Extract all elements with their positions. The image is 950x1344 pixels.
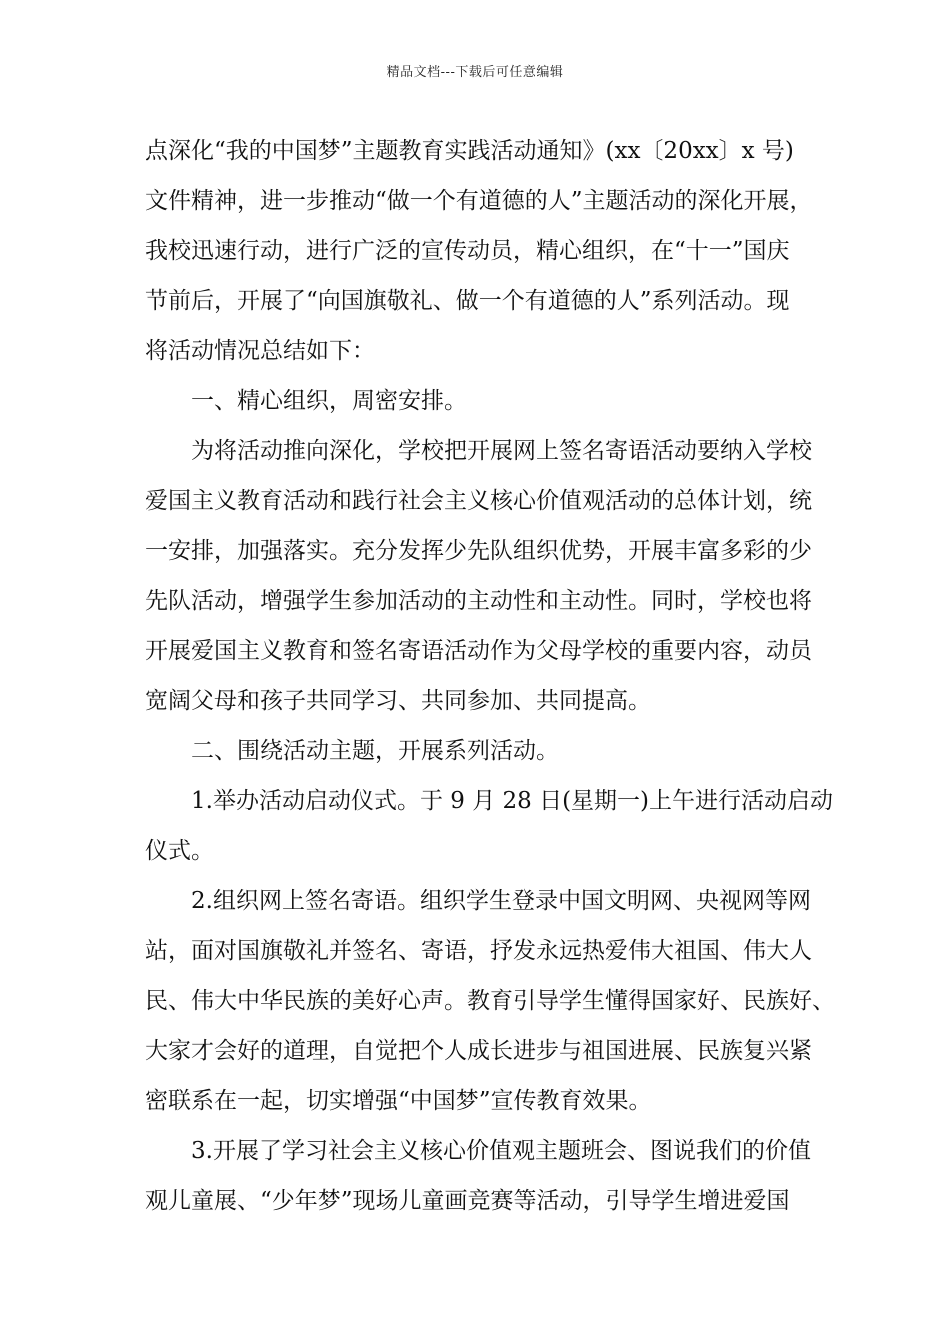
- paragraph-line: 先队活动，增强学生参加活动的主动性和主动性。同时，学校也将: [145, 588, 812, 614]
- paragraph-line: 3.开展了学习社会主义核心价值观主题班会、图说我们的价值: [191, 1138, 811, 1164]
- paragraph-line: 仪式。: [145, 838, 214, 864]
- section-heading: 一、精心组织，周密安排。: [191, 388, 467, 414]
- paragraph-line: 1.举办活动启动仪式。于 9 月 28 日(星期一)上午进行活动启动: [191, 788, 834, 814]
- paragraph-line: 文件精神，进一步推动“做一个有道德的人”主题活动的深化开展，: [145, 188, 813, 214]
- paragraph-line: 宽阔父母和孩子共同学习、共同参加、共同提高。: [145, 688, 651, 714]
- paragraph-line: 点深化“我的中国梦”主题教育实践活动通知》(xx〔20xx〕x 号): [145, 138, 794, 164]
- paragraph-line: 一安排，加强落实。充分发挥少先队组织优势，开展丰富多彩的少: [145, 538, 812, 564]
- paragraph-line: 民、伟大中华民族的美好心声。教育引导学生懂得国家好、民族好、: [145, 988, 835, 1014]
- paragraph-line: 我校迅速行动，进行广泛的宣传动员，精心组织，在“十一”国庆: [145, 238, 790, 264]
- paragraph-line: 大家才会好的道理，自觉把个人成长进步与祖国进展、民族复兴紧: [145, 1038, 812, 1064]
- paragraph-line: 爱国主义教育活动和践行社会主义核心价值观活动的总体计划，统: [145, 488, 812, 514]
- paragraph-line: 开展爱国主义教育和签名寄语活动作为父母学校的重要内容，动员: [145, 638, 812, 664]
- paragraph-line: 密联系在一起，切实增强“中国梦”宣传教育效果。: [145, 1088, 652, 1114]
- page-header: 精品文档---下载后可任意编辑: [386, 65, 564, 80]
- section-heading: 二、围绕活动主题，开展系列活动。: [191, 738, 559, 764]
- paragraph-line: 为将活动推向深化，学校把开展网上签名寄语活动要纳入学校: [191, 438, 812, 464]
- paragraph-line: 节前后，开展了“向国旗敬礼、做一个有道德的人”系列活动。现: [145, 288, 790, 314]
- paragraph-line: 将活动情况总结如下：: [145, 338, 375, 364]
- paragraph-line: 2.组织网上签名寄语。组织学生登录中国文明网、央视网等网: [191, 888, 811, 914]
- paragraph-line: 站，面对国旗敬礼并签名、寄语，抒发永远热爱伟大祖国、伟大人: [145, 938, 812, 964]
- paragraph-line: 观儿童展、“少年梦”现场儿童画竞赛等活动，引导学生增进爱国: [145, 1188, 790, 1214]
- document-body: [145, 135, 835, 1235]
